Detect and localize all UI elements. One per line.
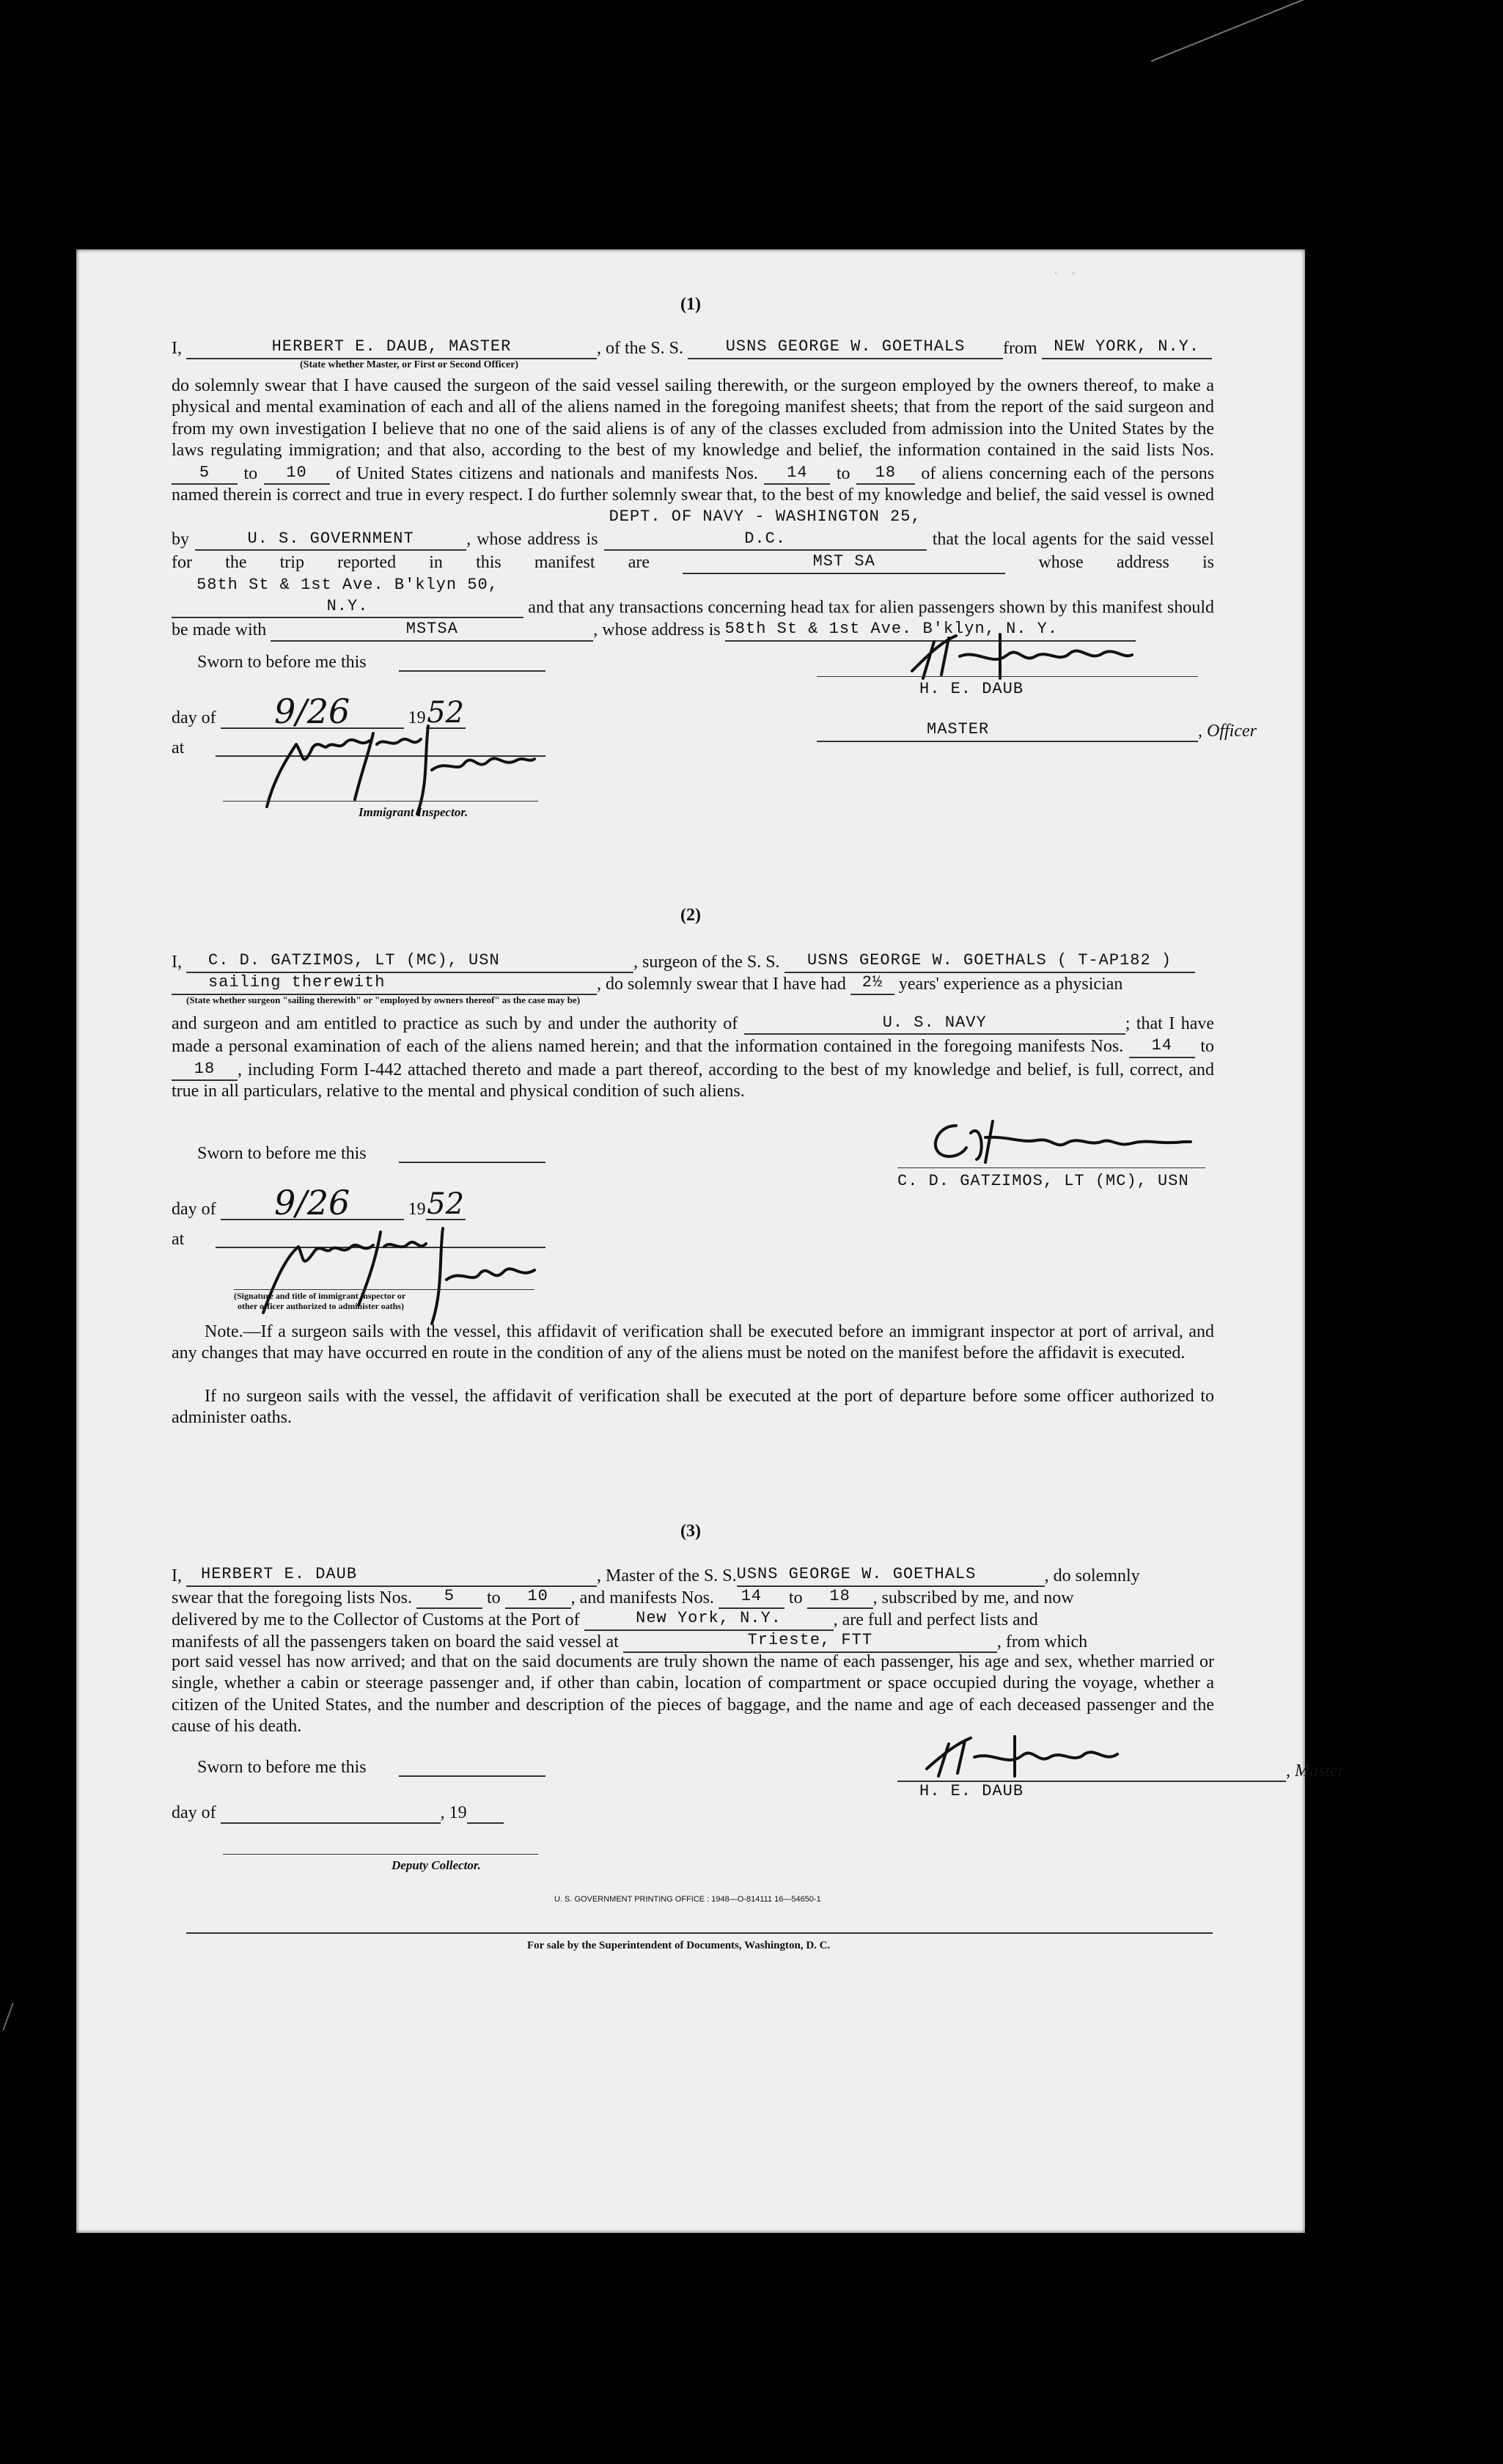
day-of-label: day of bbox=[172, 1200, 216, 1219]
master-label: , Master bbox=[1286, 1761, 1345, 1781]
body-text: , including Form I-442 attached thereto and made a part thereof, according to the best of my knowledge and belief, is full, correct, and true in all particulars, relative to the mental and physical condition of such aliens. bbox=[172, 1060, 1214, 1101]
footer-rule bbox=[186, 1932, 1213, 1934]
sworn-line-1: Sworn to before me this bbox=[197, 653, 367, 672]
intro-text: I, bbox=[172, 339, 182, 358]
master-typed-name-3: H. E. DAUB bbox=[919, 1782, 1024, 1800]
authority-field: U. S. NAVY bbox=[744, 1012, 1125, 1035]
to-label: to bbox=[836, 463, 850, 483]
sailing-field: sailing therewith bbox=[172, 972, 597, 995]
inspector-caption-1: Immigrant Inspector. bbox=[359, 805, 468, 819]
to-label: to bbox=[1200, 1037, 1215, 1057]
master-signature-1 bbox=[890, 627, 1227, 686]
surgeon-declaration-line bbox=[172, 950, 1195, 973]
swear-text: , do solemnly swear that I have had bbox=[597, 975, 846, 994]
binder-hole bbox=[1307, 403, 1345, 441]
section-2-number: (2) bbox=[680, 906, 701, 925]
sworn-line-3: Sworn to before me this bbox=[197, 1758, 367, 1777]
year-prefix: , 19 bbox=[440, 1803, 467, 1822]
handwritten-date: 9/26 bbox=[221, 695, 404, 729]
lists-to-field-3: 10 bbox=[505, 1585, 571, 1609]
agents-field: MST SA bbox=[683, 551, 1005, 573]
to-label: to bbox=[788, 1588, 803, 1607]
inspector-line-2 bbox=[234, 1289, 534, 1290]
note-paragraph-2: If no surgeon sails with the vessel, the affidavit of verification shall be executed at the port of departure before some officer authorized to administer oaths. bbox=[172, 1387, 1214, 1428]
manifests-from-field-3: 14 bbox=[719, 1585, 784, 1609]
officer-label: , Officer bbox=[1198, 722, 1257, 741]
date-blank-3 bbox=[221, 1800, 441, 1824]
master-declaration-line-3 bbox=[172, 1563, 1140, 1587]
collector-line bbox=[223, 1854, 538, 1855]
manifest-page bbox=[76, 249, 1345, 2233]
owner-address-field: DEPT. OF NAVY - WASHINGTON 25, D.C. bbox=[604, 506, 927, 551]
binder-hole bbox=[1307, 786, 1345, 824]
and-manifests-text: , and manifests Nos. bbox=[570, 1588, 714, 1607]
inspector-line-1 bbox=[223, 801, 538, 802]
scan-scratch bbox=[1151, 0, 1342, 62]
inspector-signature-2 bbox=[234, 1203, 542, 1335]
year-blank-3 bbox=[467, 1800, 504, 1824]
sailing-caption: (State whether surgeon "sailing therewith" or "employed by owners thereof" as the case may be) bbox=[186, 994, 581, 1005]
binder-hole bbox=[1307, 1034, 1345, 1072]
binder-hole bbox=[1307, 527, 1345, 565]
binder-hole bbox=[1307, 664, 1345, 703]
intro-text: I, bbox=[172, 1566, 182, 1585]
at-label-1: at bbox=[172, 738, 185, 758]
head-tax-address-field: 58th St & 1st Ave. B'klyn, N. Y. bbox=[725, 618, 1136, 641]
binder-hole bbox=[1307, 2064, 1345, 2102]
from-port-field: NEW YORK, N.Y. bbox=[1042, 336, 1212, 359]
manifests-of-text: manifests of all the passengers taken on board the said vessel at bbox=[172, 1632, 619, 1651]
surgeon-name-field: C. D. GATZIMOS, LT (MC), USN bbox=[186, 950, 633, 973]
inspector-caption-2b: other officer authorized to administer oaths) bbox=[238, 1301, 404, 1311]
head-tax-agent-field: MSTSA bbox=[271, 618, 593, 641]
whose-address-label: , whose address is bbox=[593, 620, 721, 640]
whose-address-label: , whose address is bbox=[466, 529, 598, 549]
section-3-body: port said vessel has now arrived; and that on the said documents are truly shown the name of each passenger, his age and sex, whether married or single, whether a cabin or steerage passenger and, if other than cabin, location of compartment or space occupied during the voyage, whether a citizen of the United States, and the number and description of the pieces of baggage, and the name and age of each deceased passenger and the cause of his death. bbox=[172, 1652, 1214, 1737]
master-typed-name-1: H. E. DAUB bbox=[919, 680, 1024, 698]
agents-address-field: 58th St & 1st Ave. B'klyn 50, N.Y. bbox=[172, 574, 523, 619]
full-perfect-text: , are full and perfect lists and bbox=[833, 1610, 1038, 1629]
surgeon-manifests-to-field: 18 bbox=[172, 1058, 238, 1081]
years-field: 2½ bbox=[850, 972, 894, 995]
surgeon-vessel-field: USNS GEORGE W. GOETHALS ( T-AP182 ) bbox=[784, 950, 1195, 973]
do-solemnly-text: , do solemnly bbox=[1044, 1566, 1140, 1585]
section-3-number: (3) bbox=[680, 1522, 701, 1541]
binder-hole bbox=[1307, 277, 1345, 315]
lists-from-field: 5 bbox=[172, 462, 238, 485]
sworn-line-2: Sworn to before me this bbox=[197, 1144, 367, 1163]
to-label: to bbox=[243, 463, 258, 483]
binder-hole bbox=[1307, 1148, 1345, 1187]
bleed-through-text: · · bbox=[1051, 265, 1078, 282]
manifests-from-field: 14 bbox=[764, 462, 830, 485]
master-name-field: HERBERT E. DAUB, MASTER bbox=[186, 336, 597, 359]
binder-hole bbox=[1307, 1933, 1345, 1971]
body-text: of United States citizens and nationals and manifests Nos. bbox=[335, 463, 758, 483]
to-label: to bbox=[486, 1588, 501, 1607]
year-prefix: 19 bbox=[408, 708, 426, 727]
port-field: New York, N.Y. bbox=[584, 1607, 834, 1631]
swear-lists-text: swear that the foregoing lists Nos. bbox=[172, 1588, 412, 1607]
whose-address-label: whose address is bbox=[1038, 553, 1215, 573]
binder-hole bbox=[1307, 1503, 1345, 1541]
handwritten-date: 9/26 bbox=[221, 1187, 404, 1220]
inspector-caption-2a: (Signature and title of immigrant inspector or bbox=[234, 1291, 406, 1301]
master-caption: (State whether Master, or First or Second Officer) bbox=[300, 359, 519, 370]
footer-text: For sale by the Superintendent of Documents, Washington, D. C. bbox=[527, 1940, 831, 1951]
body-text: do solemnly swear that I have caused the surgeon of the said vessel sailing therewith, or the surgeon employed by the owners thereof, to make a physical and mental examination of each and all of the aliens named in the foregoing manifest sheets; that from the report of the said surgeon and from my own investigation I believe that no one of the said aliens is of any of the classes excluded from admission into the United States by the laws regulating immigration; and that also, according to the best of my knowledge and belief, the information contained in the said lists Nos. bbox=[172, 376, 1214, 461]
master-sig-blank-3 bbox=[897, 1759, 1286, 1782]
handwritten-year: 52 bbox=[427, 1187, 465, 1221]
manifests-to-field-3: 18 bbox=[807, 1585, 873, 1609]
master-declaration-line bbox=[172, 336, 1212, 359]
body-text: and surgeon and am entitled to practice as such by and under the authority of bbox=[172, 1014, 738, 1033]
note-paragraph-1: Note.—If a surgeon sails with the vessel, this affidavit of verification shall be executed before an immigrant inspector at port of arrival, and any changes that may have occurred en route in the condition of any of the aliens must be noted on the manifest before the affidavit is executed. bbox=[172, 1322, 1214, 1363]
from-which-text: , from which bbox=[996, 1632, 1088, 1651]
body-text: that I have made a personal examination of each of the aliens named herein; and that the information contained in the foregoing manifests Nos. bbox=[172, 1014, 1215, 1057]
surgeon-manifests-from-field: 14 bbox=[1129, 1035, 1195, 1057]
surgeon-signature bbox=[912, 1111, 1220, 1170]
vessel-field-3: USNS GEORGE W. GOETHALS bbox=[737, 1563, 1045, 1587]
day-of-label: day of bbox=[172, 708, 216, 727]
surgeon-typed-name: C. D. GATZIMOS, LT (MC), USN bbox=[897, 1172, 1189, 1190]
surgeon-of-text: , surgeon of the S. S. bbox=[633, 953, 780, 972]
body-text: of aliens concerning each of the persons named therein is correct and true in every respect. I do further solemnly swear that, to the best of my knowledge and belief, the said vessel is owned by bbox=[172, 463, 1215, 549]
departure-field: Trieste, FTT bbox=[623, 1629, 997, 1653]
section-2-body: and surgeon and am entitled to practice as such by and under the authority of U. S. NAVY ; that I have made a personal examination of each of the aliens named herein; and that the information contained in the foregoing manifests Nos. 14 to 18 , including Form I-442 attached thereto and made a part thereof, according to the best of my knowledge and belief, is full, correct, and true in all particulars, relative to the mental and physical condition of such aliens. bbox=[172, 1013, 1215, 1101]
handwritten-year: 52 bbox=[427, 696, 465, 730]
surgeon-experience-line bbox=[172, 972, 1122, 995]
collector-caption: Deputy Collector. bbox=[392, 1858, 481, 1872]
sworn-blank-2 bbox=[399, 1162, 545, 1163]
of-ss-text: , of the S. S. bbox=[597, 339, 684, 358]
lists-to-field: 10 bbox=[264, 462, 330, 485]
owner-field: U. S. GOVERNMENT bbox=[195, 528, 466, 551]
manifests-to-field: 18 bbox=[856, 462, 915, 485]
officer-title-field: MASTER bbox=[817, 719, 1198, 742]
scan-scratch bbox=[2, 2003, 14, 2031]
delivered-text: delivered by me to the Collector of Customs at the Port of bbox=[172, 1610, 580, 1629]
lists-line-3 bbox=[172, 1585, 1074, 1609]
body-text: and that any transactions concerning head tax for alien passengers shown by this manifest should be made with bbox=[172, 598, 1215, 640]
surgeon-sig-line bbox=[897, 1167, 1205, 1168]
binder-hole bbox=[1307, 1628, 1345, 1666]
master-of-text: , Master of the S. S. bbox=[597, 1566, 737, 1585]
master-sig-line-3 bbox=[897, 1759, 1345, 1782]
binder-hole bbox=[1307, 914, 1345, 952]
subscribed-text: , subscribed by me, and now bbox=[872, 1588, 1074, 1607]
from-label: from bbox=[1003, 339, 1037, 358]
intro-text: I, bbox=[172, 953, 182, 972]
vessel-name-field: USNS GEORGE W. GOETHALS bbox=[688, 336, 1003, 359]
section-1-number: (1) bbox=[680, 295, 701, 314]
day-of-line-3 bbox=[172, 1800, 504, 1824]
at-label-2: at bbox=[172, 1230, 185, 1249]
section-1-body bbox=[172, 375, 1214, 642]
sworn-blank-3 bbox=[399, 1775, 545, 1777]
body-text: that the local agents for the said vessel for the trip reported in this manifest are bbox=[172, 529, 1214, 573]
sworn-blank-1 bbox=[399, 670, 545, 672]
master-name-field-3: HERBERT E. DAUB bbox=[186, 1563, 597, 1587]
years-exp-text: years' experience as a physician bbox=[898, 975, 1123, 994]
officer-title-line bbox=[817, 719, 1257, 742]
port-line-3 bbox=[172, 1607, 1038, 1631]
lists-from-field-3: 5 bbox=[416, 1585, 482, 1609]
gpo-line: U. S. GOVERNMENT PRINTING OFFICE : 1948—O-814111 16—54650-1 bbox=[554, 1895, 821, 1904]
master-sig-line-1 bbox=[817, 676, 1198, 677]
year-prefix: 19 bbox=[408, 1200, 426, 1219]
day-of-label: day of bbox=[172, 1803, 216, 1822]
departure-line-3 bbox=[172, 1629, 1087, 1653]
